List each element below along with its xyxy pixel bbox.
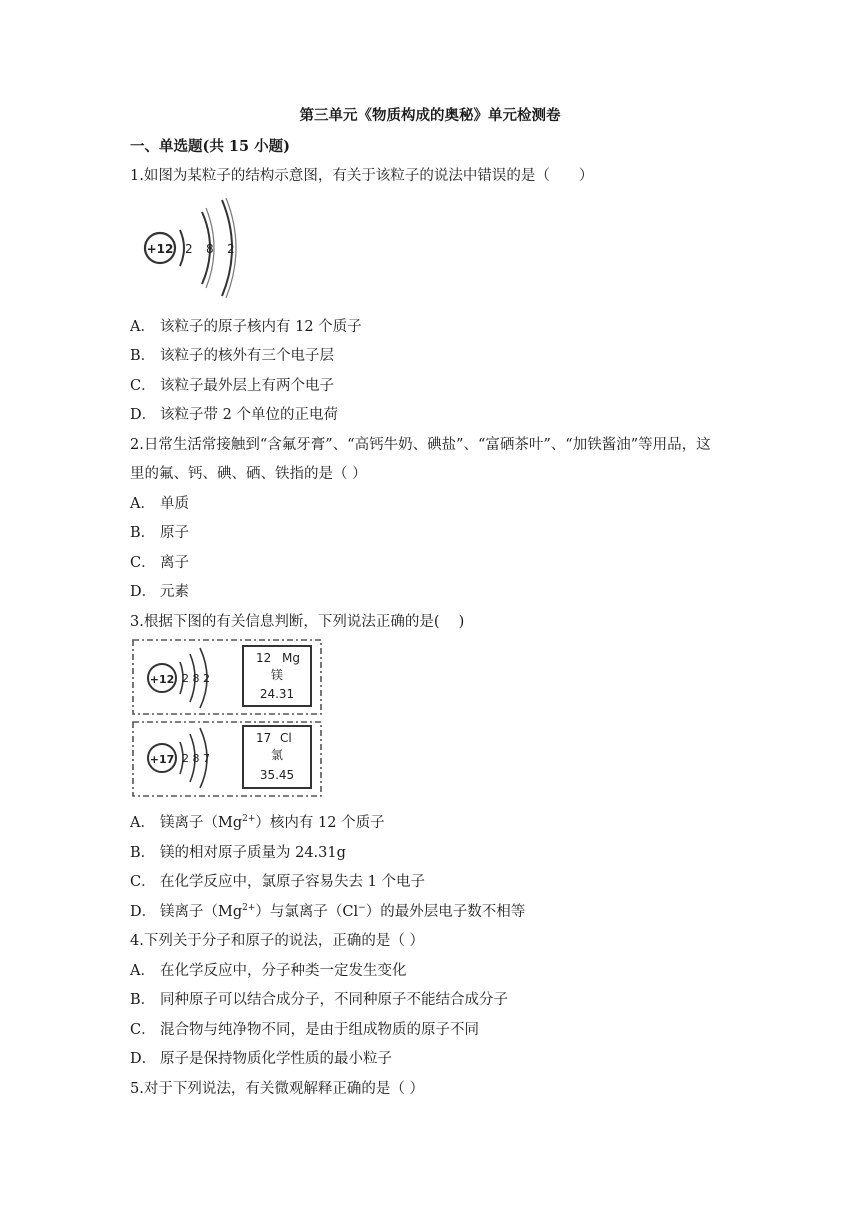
cl-atomic-number: 17 bbox=[256, 731, 272, 745]
question-2-option-d: D． 元素 bbox=[130, 584, 189, 600]
mg-shell-electrons: 2 8 2 bbox=[182, 672, 210, 685]
question-5-stem: 5.对于下列说法，有关微观解释正确的是（ ） bbox=[130, 1081, 424, 1097]
cl-symbol: Cl bbox=[280, 731, 292, 745]
question-1-option-a: A． 该粒子的原子核内有 12 个质子 bbox=[130, 319, 362, 335]
shell-3-electrons: 2 bbox=[227, 242, 235, 256]
question-1-atom-diagram bbox=[136, 196, 246, 300]
question-3-option-b: B． 镁的相对原子质量为 24.31g bbox=[130, 845, 346, 861]
question-2-stem-line-1: 2.日常生活常接触到“含氟牙膏”、“高钙牛奶、碘盐”、“富硒茶叶”、“加铁酱油”等用品，这 bbox=[130, 437, 711, 453]
cl-name: 氯 bbox=[270, 748, 284, 762]
page-title: 第三单元《物质构成的奥秘》单元检测卷 bbox=[299, 107, 561, 124]
question-2-option-a: A． 单质 bbox=[130, 496, 189, 512]
mg-name: 镁 bbox=[270, 668, 284, 682]
question-4-stem: 4.下列关于分子和原子的说法，正确的是（ ） bbox=[130, 933, 424, 949]
section-heading: 一、单选题(共 15 小题) bbox=[130, 138, 290, 155]
question-4-option-a: A． 在化学反应中，分子种类一定发生变化 bbox=[130, 963, 407, 979]
question-3-element-figure bbox=[130, 638, 324, 798]
question-1-option-b: B． 该粒子的核外有三个电子层 bbox=[130, 348, 334, 364]
shell-arc-1 bbox=[180, 230, 184, 266]
cl-atomic-mass: 35.45 bbox=[259, 768, 295, 782]
question-4-option-c: C． 混合物与纯净物不同，是由于组成物质的原子不同 bbox=[130, 1022, 479, 1038]
shell-1-electrons: 2 bbox=[185, 242, 193, 256]
question-3-option-d: D． 镁离子$(Mg^{2+})$与氯离子（Cl−）的最外层电子数不相等 bbox=[130, 903, 526, 920]
question-2-option-b: B． 原子 bbox=[130, 525, 189, 541]
question-4-option-d: D． 原子是保持物质化学性质的最小粒子 bbox=[130, 1051, 392, 1067]
question-2-stem-line-2: 里的氟、钙、碘、硒、铁指的是（ ） bbox=[130, 466, 367, 482]
cl-shell-electrons: 2 8 7 bbox=[182, 752, 210, 765]
shell-2-electrons: 8 bbox=[206, 242, 214, 256]
question-2-option-c: C． 离子 bbox=[130, 555, 189, 571]
cl-nucleus-charge: +17 bbox=[149, 753, 175, 766]
question-1-option-d: D． 该粒子带 2 个单位的正电荷 bbox=[130, 407, 338, 423]
nucleus-charge: +12 bbox=[146, 242, 174, 256]
mg-atomic-mass: 24.31 bbox=[259, 687, 295, 701]
question-1-option-c: C． 该粒子最外层上有两个电子 bbox=[130, 378, 334, 394]
mg-atomic-number: 12 bbox=[256, 651, 272, 665]
question-3-option-a: A． 镁离子$(Mg^{2+})$核内有 12 个质子 bbox=[130, 814, 385, 831]
question-4-option-b: B． 同种原子可以结合成分子，不同种原子不能结合成分子 bbox=[130, 992, 508, 1008]
question-3-option-c: C． 在化学反应中，氯原子容易失去 1 个电子 bbox=[130, 874, 425, 890]
question-1-stem: 1.如图为某粒子的结构示意图，有关于该粒子的说法中错误的是（ ） bbox=[130, 168, 594, 184]
question-3-stem: 3.根据下图的有关信息判断，下列说法正确的是( ) bbox=[130, 614, 465, 630]
mg-symbol: Mg bbox=[282, 651, 300, 665]
mg-nucleus-charge: +12 bbox=[149, 673, 175, 686]
